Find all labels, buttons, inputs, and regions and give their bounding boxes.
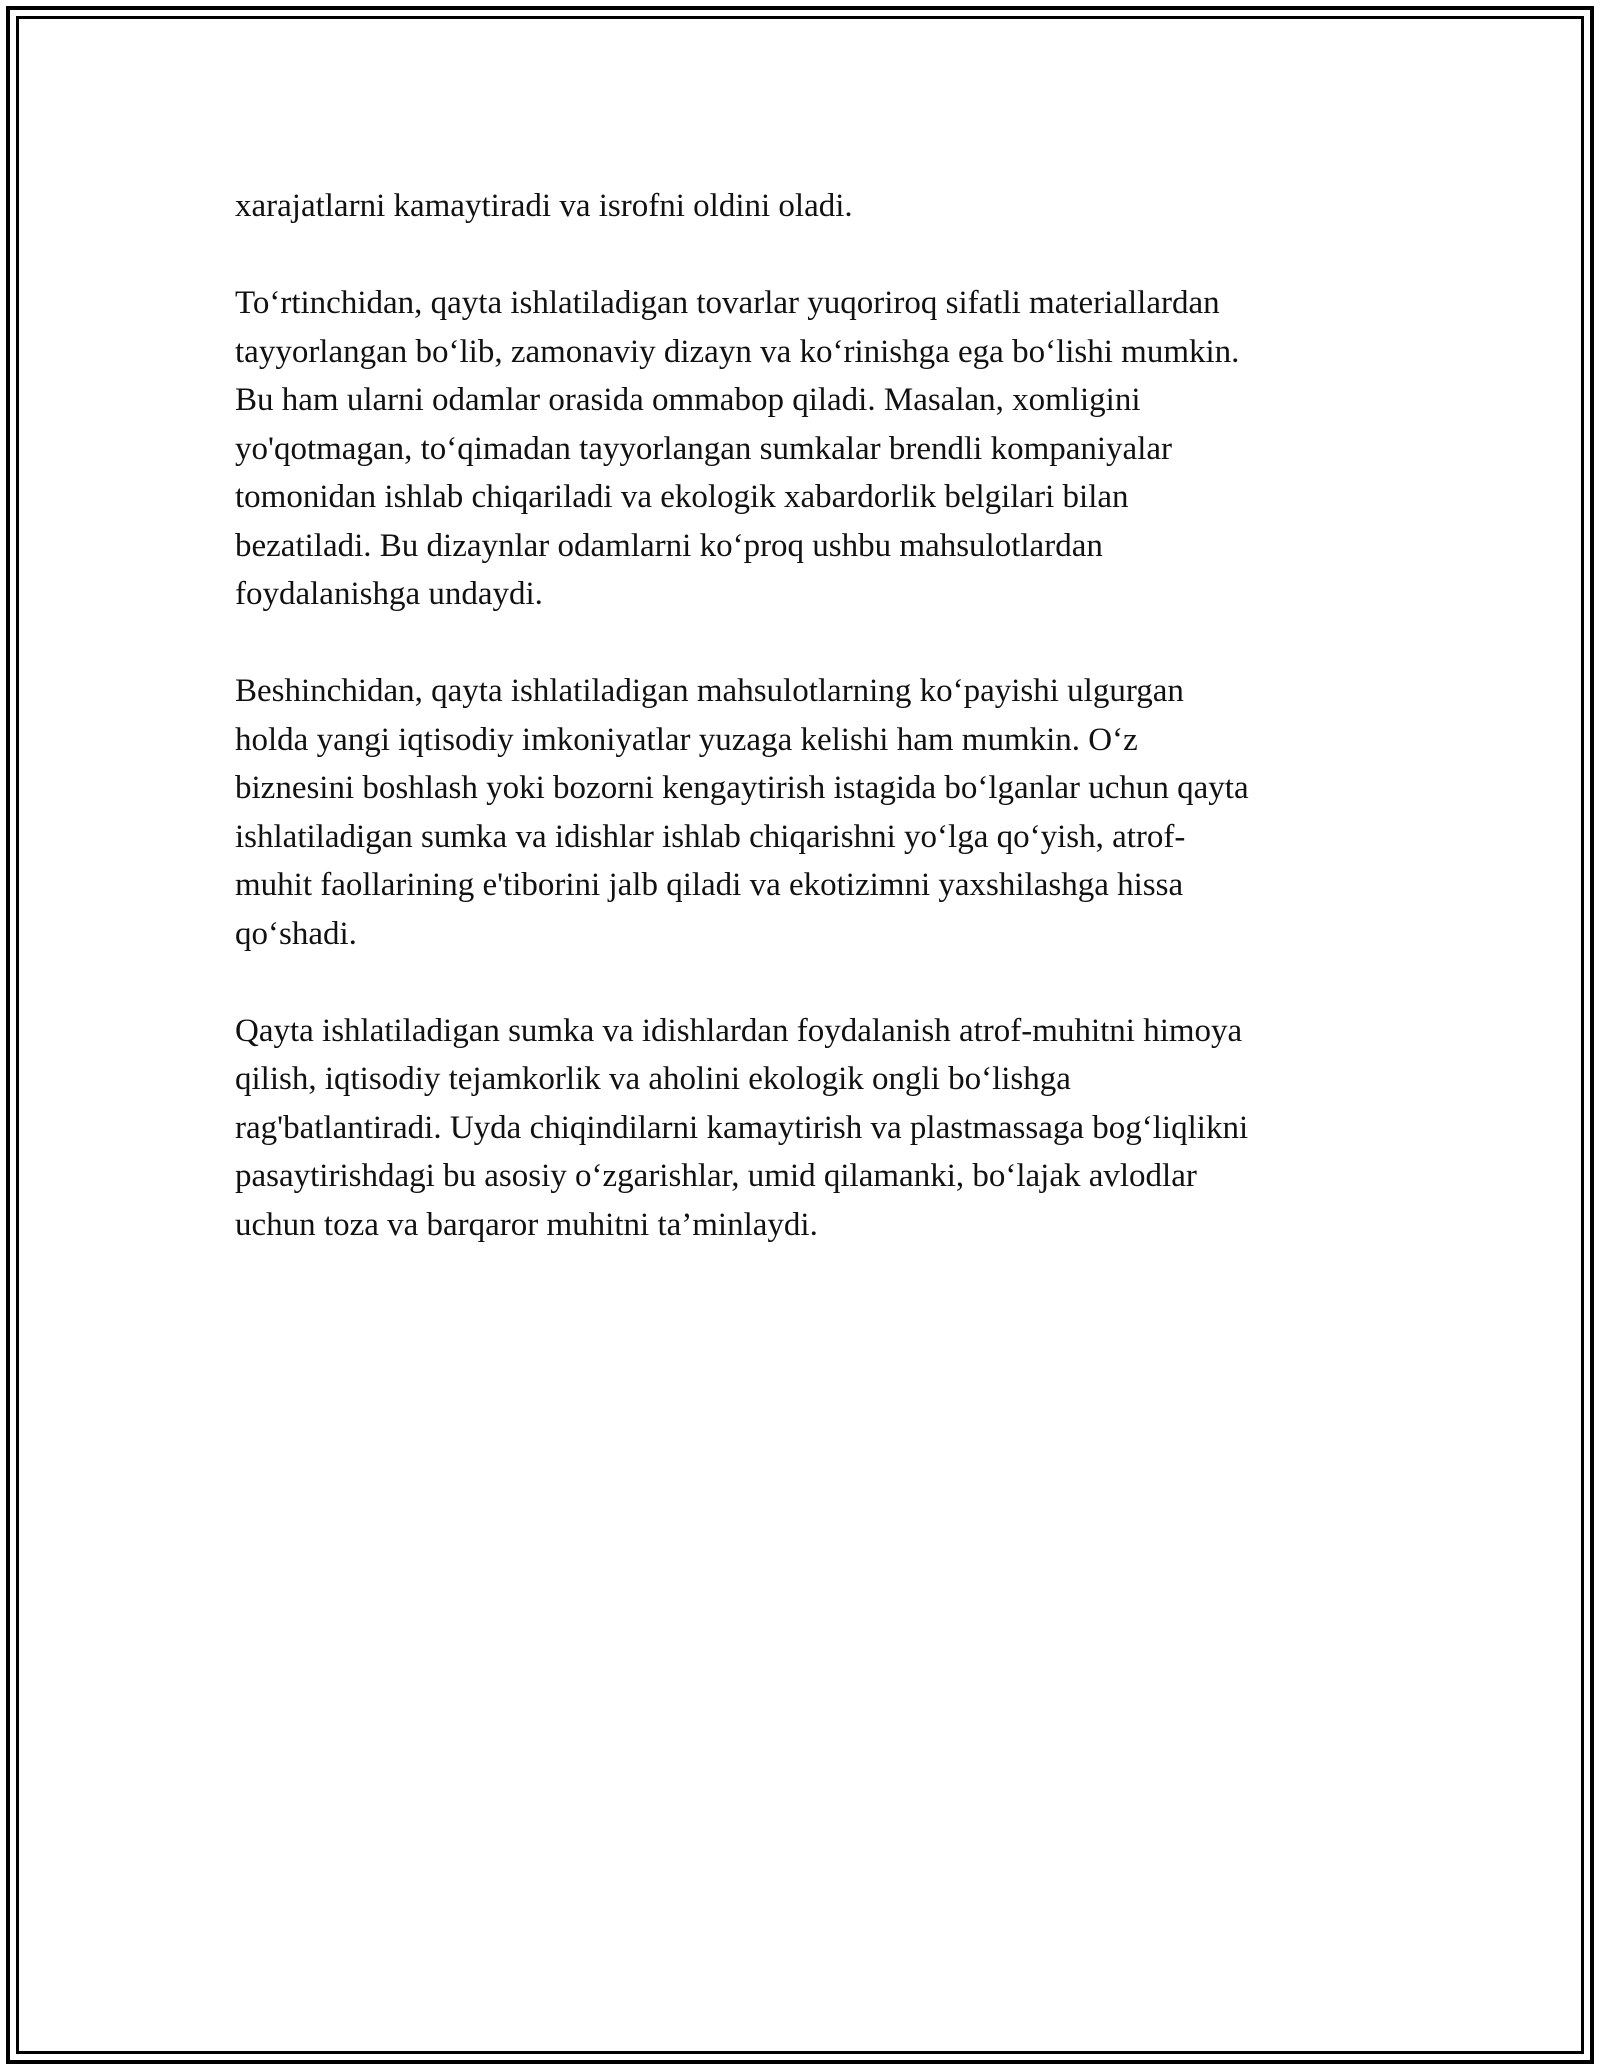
paragraph: Beshinchidan, qayta ishlatiladigan mahsulotlarning ko‘payishi ulgurgan holda yangi iqtisodiy imkoniyatlar yuzaga kelishi ham mumkin. O‘z biznesini boshlash yoki bozorni kengaytirish istagida bo‘lganlar uchun qayta ishlatiladigan sumka va idishlar ishlab chiqarishni yo‘lga qo‘yish, atrof- muhit faollarining e'tiborini jalb qiladi va ekotizimni yaxshilashga hissa qo‘shadi.	[235, 673, 1249, 952]
paragraph: Qayta ishlatiladigan sumka va idishlardan foydalanish atrof-muhitni himoya qilish, iqtisodiy tejamkorlik va aholini ekologik ongli bo‘lishga rag'batlantiradi. Uyda chiqindilarni kamaytirish va plastmassaga bog‘liqlikni pasaytirishdagi bu asosiy o‘zgarishlar, umid qilamanki, bo‘lajak avlodlar uchun toza va barqaror muhitni ta’minlaydi.	[235, 1012, 1249, 1243]
paragraph: xarajatlarni kamaytiradi va isrofni oldini oladi.	[235, 188, 853, 224]
document-body	[235, 182, 1375, 1298]
paragraph: To‘rtinchidan, qayta ishlatiladigan tovarlar yuqoriroq sifatli materiallardan tayyorlangan bo‘lib, zamonaviy dizayn va ko‘rinishga ega bo‘lishi mumkin. Bu ham ularni odamlar orasida ommabop qiladi. Masalan, xomligini yo'qotmagan, to‘qimadan tayyorlangan sumkalar brendli kompaniyalar tomonidan ishlab chiqariladi va ekologik xabardorlik belgilari bilan bezatiladi. Bu dizaynlar odamlarni ko‘proq ushbu mahsulotlardan foydalanishga undaydi.	[235, 285, 1240, 612]
